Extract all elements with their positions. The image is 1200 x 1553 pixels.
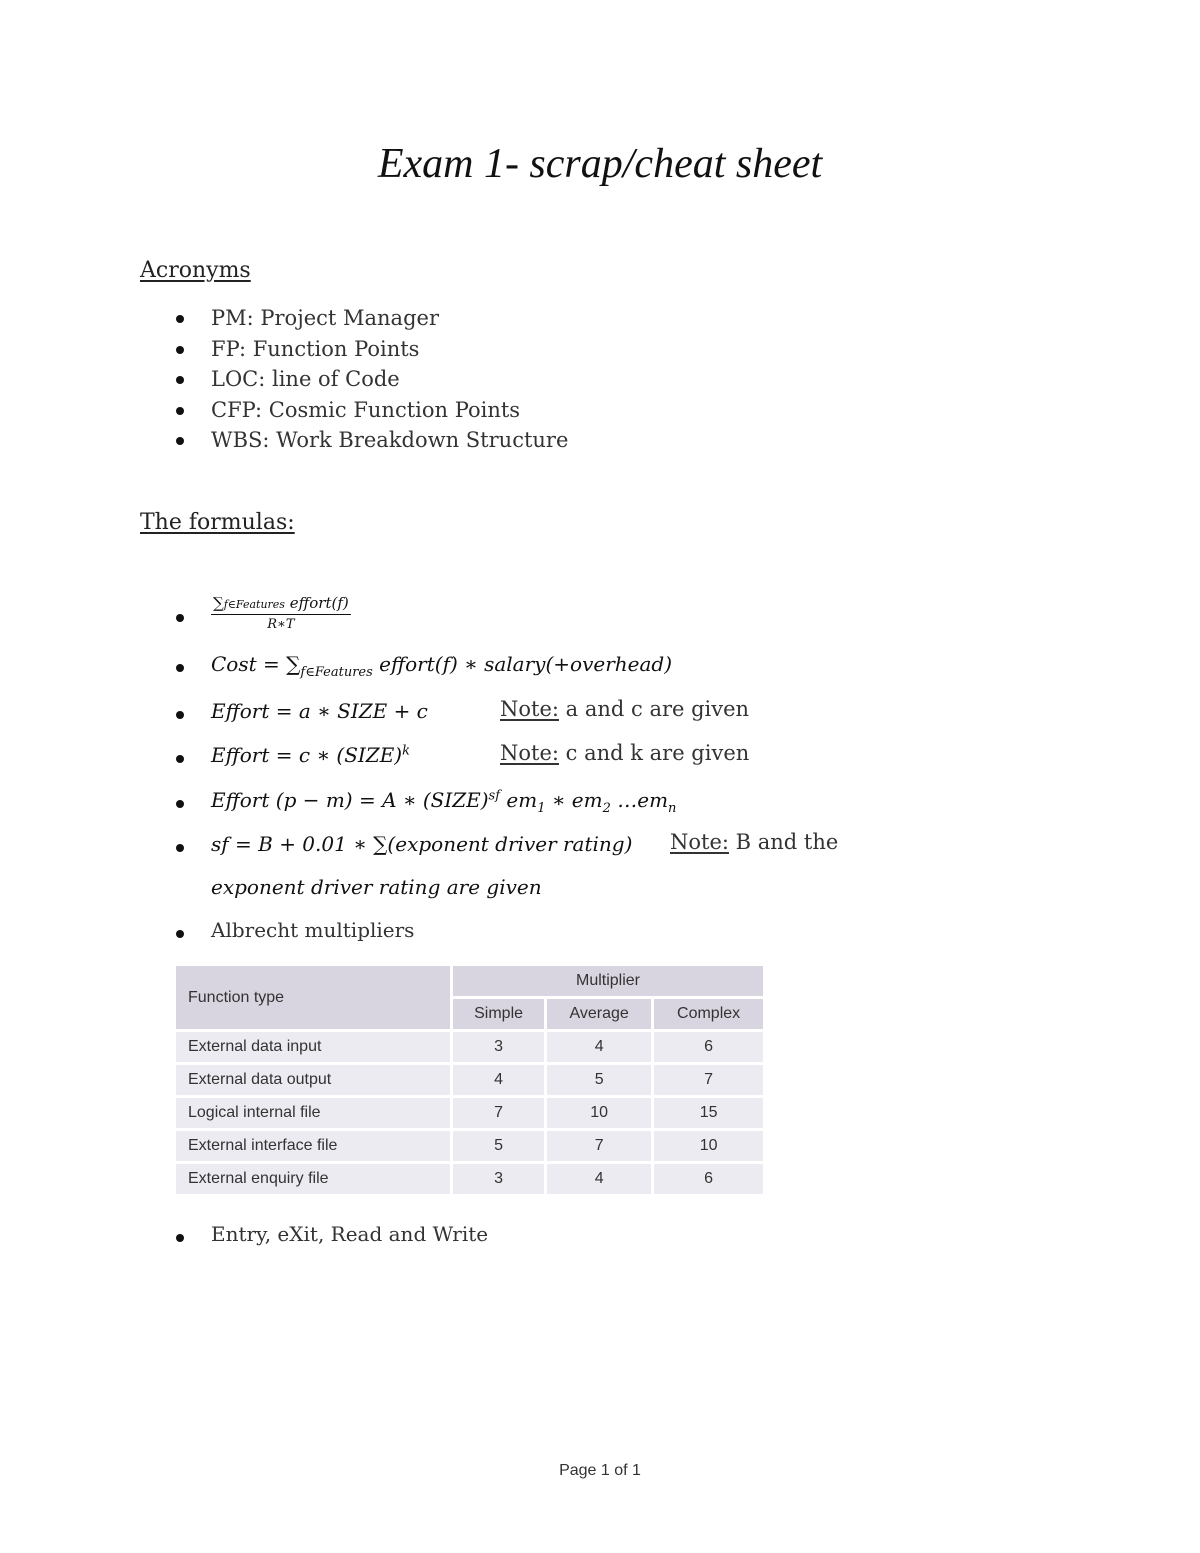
entry-exit-item: Entry, eXit, Read and Write xyxy=(176,1222,956,1254)
formula-cost: Cost = $\sum_{f\in Features}$ effort(f) ∗ salary(+overhead) xyxy=(176,652,956,684)
column-header: Function type xyxy=(176,966,453,1032)
bullet-icon xyxy=(176,437,184,445)
bullet-icon xyxy=(176,407,184,415)
acronyms-list xyxy=(176,303,568,456)
table-header-row xyxy=(176,966,766,999)
list-item: LOC: line of Code xyxy=(176,364,568,395)
bullet-icon xyxy=(176,755,184,763)
table-row: External enquiry file 3 4 6 xyxy=(176,1164,766,1197)
fraction-denominator: R∗T xyxy=(267,617,295,632)
formula-effort-linear: Effort = a ∗ SIZE + c Note: a and c are given xyxy=(176,699,956,731)
table-row: External interface file 5 7 10 xyxy=(176,1131,766,1164)
bullet-icon xyxy=(176,800,184,808)
bullet-icon xyxy=(176,711,184,719)
table-row: External data output 4 5 7 xyxy=(176,1065,766,1098)
formula-effort-fraction xyxy=(176,594,956,644)
list-item: WBS: Work Breakdown Structure xyxy=(176,425,568,456)
acronyms-heading: Acronyms xyxy=(140,258,251,283)
bullet-icon xyxy=(176,844,184,852)
bullet-icon xyxy=(176,614,184,622)
albrecht-multipliers-table xyxy=(176,966,766,1197)
list-item: CFP: Cosmic Function Points xyxy=(176,395,568,426)
page-title: Exam 1- scrap/cheat sheet xyxy=(377,141,823,187)
table-row: Logical internal file 7 10 15 xyxy=(176,1098,766,1131)
column-header: Complex xyxy=(654,999,766,1032)
table-row: External data input 3 4 6 xyxy=(176,1032,766,1065)
fraction-numerator: ∑f∈Features effort(f) xyxy=(211,594,351,615)
bullet-icon xyxy=(176,376,184,384)
albrecht-label-item: Albrecht multipliers xyxy=(176,918,956,950)
page-footer: Page 1 of 1 xyxy=(559,1462,641,1479)
list-item: PM: Project Manager xyxy=(176,303,568,334)
column-header: Multiplier xyxy=(453,966,766,999)
bullet-icon xyxy=(176,930,184,938)
column-header: Simple xyxy=(453,999,547,1032)
bullet-icon xyxy=(176,315,184,323)
note: Note: B and the xyxy=(670,830,839,854)
list-item: FP: Function Points xyxy=(176,334,568,365)
note: Note: c and k are given xyxy=(500,741,750,765)
formula-effort-cocomo: Effort (p − m) = A ∗ (SIZE)$^{sf}$ $em_1$ ∗ $em_2$ $\dots em_n$ xyxy=(176,788,956,824)
formulas-heading: The formulas: xyxy=(140,510,295,535)
note: Note: a and c are given xyxy=(500,697,750,721)
column-header: Average xyxy=(547,999,654,1032)
formula-effort-power: Effort = c ∗ (SIZE)$^k$ Note: c and k are given xyxy=(176,743,956,775)
fraction xyxy=(211,594,351,632)
bullet-icon xyxy=(176,1234,184,1242)
bullet-icon xyxy=(176,664,184,672)
formula-sf: sf = B + 0.01 ∗ ∑(exponent driver rating) Note: B and the exponent driver rating are given xyxy=(176,832,956,908)
bullet-icon xyxy=(176,346,184,354)
